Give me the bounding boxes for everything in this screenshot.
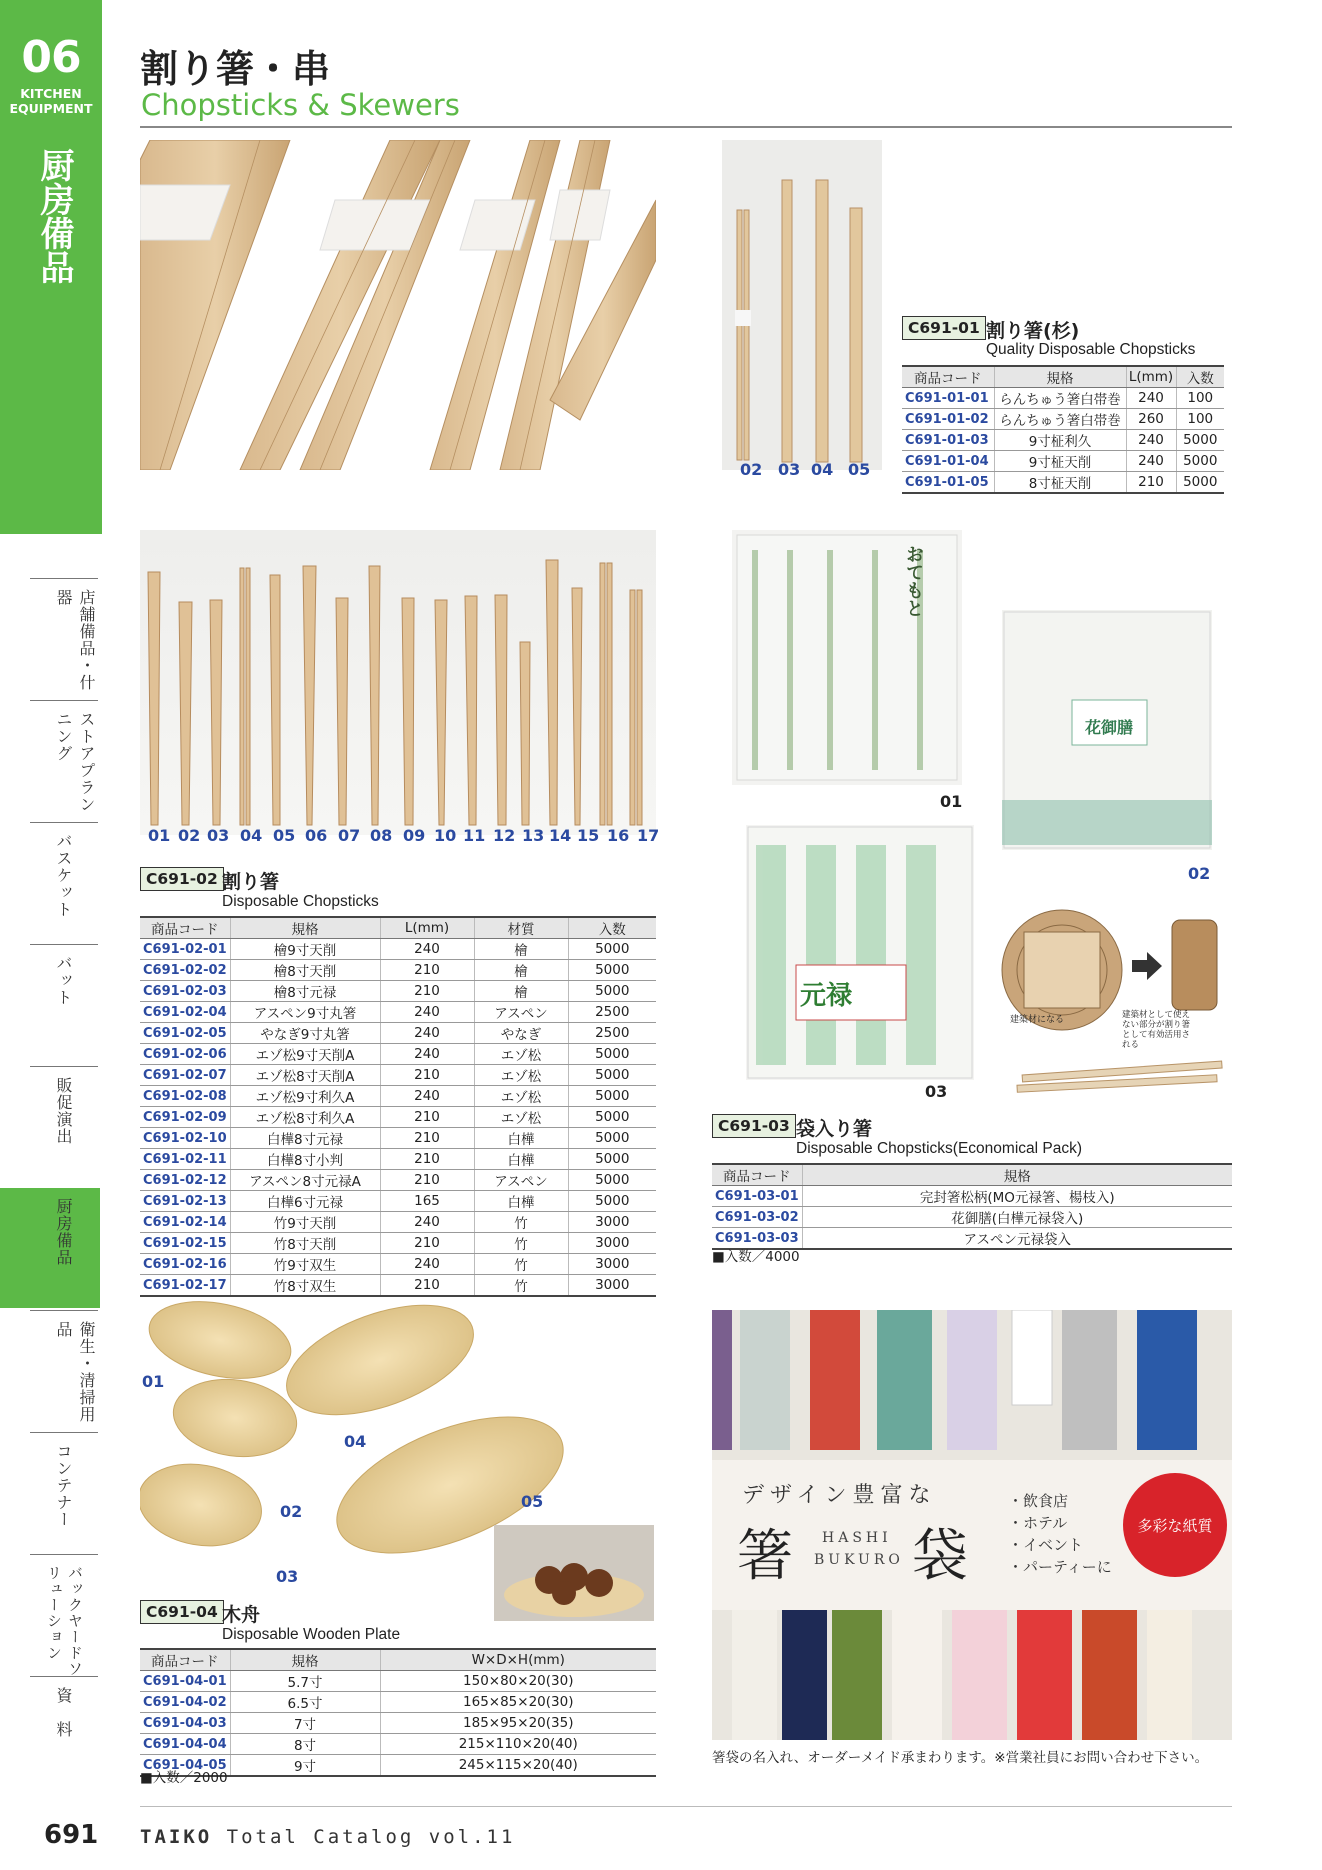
table-row: [140, 1065, 656, 1086]
table-cell: 210: [380, 1128, 474, 1149]
table-cell: 240: [1126, 451, 1176, 472]
table-cell: 5000: [568, 981, 656, 1002]
table-row: [140, 1023, 656, 1044]
page-number: 691: [44, 1820, 99, 1850]
photo-label: 05: [521, 1492, 544, 1511]
photo-label: 12: [493, 826, 516, 845]
table-cell: 240: [380, 1086, 474, 1107]
table-cell: 215×110×20(40): [380, 1734, 656, 1755]
table-cell: 240: [1126, 430, 1176, 451]
section-name-jp: 厨房備品: [34, 148, 74, 284]
table-row: [140, 1734, 656, 1755]
table-cell: 白樺: [474, 1191, 568, 1212]
photo-label: 15: [577, 826, 600, 845]
product-code-cell: C691-02-09: [140, 1107, 230, 1128]
table-cell: 完封箸松柄(MO元禄箸、楊枝入): [802, 1186, 1232, 1207]
product-code-cell: C691-03-02: [712, 1207, 802, 1228]
table-cell: 210: [380, 1170, 474, 1191]
product-name-jp: 袋入り箸: [796, 1118, 873, 1140]
table-body: [902, 388, 1224, 494]
photo-label: 01: [142, 1372, 165, 1391]
table-cell: 竹: [474, 1254, 568, 1275]
spec-table-c691-04: [140, 1648, 656, 1777]
table-row: [140, 939, 656, 960]
chopstick-bundles-illustration: [140, 140, 656, 470]
photo-label: 03: [207, 826, 230, 845]
side-tab-basket[interactable]: バスケット: [30, 822, 98, 943]
product-name-jp: 木舟: [222, 1604, 261, 1626]
product-code-cell: C691-02-11: [140, 1149, 230, 1170]
product-code-cell: C691-02-06: [140, 1044, 230, 1065]
table-cell: 240: [380, 1023, 474, 1044]
table-row: [140, 1107, 656, 1128]
table-row: [712, 1207, 1232, 1228]
table-row: [140, 1233, 656, 1254]
table-cell: 210: [380, 1107, 474, 1128]
table-cell: エゾ松8寸天削A: [230, 1065, 380, 1086]
table-cell: 240: [380, 1254, 474, 1275]
promo-badge: 多彩な紙質: [1137, 1517, 1213, 1535]
table-row: [140, 981, 656, 1002]
product-code-cell: C691-04-03: [140, 1713, 230, 1734]
photo-takoyaki-serving: [494, 1525, 654, 1621]
photo-label: 09: [403, 826, 426, 845]
table-cell: 檜9寸天削: [230, 939, 380, 960]
photo-packed-chopsticks-01: [732, 530, 962, 785]
table-cell: 5000: [568, 1149, 656, 1170]
pack-print-text: 元禄: [800, 981, 853, 1011]
table-cell: 210: [380, 960, 474, 981]
table-row: [140, 1254, 656, 1275]
table-cell: エゾ松: [474, 1044, 568, 1065]
column-header: 商品コード: [140, 1649, 230, 1671]
product-code-cell: C691-02-16: [140, 1254, 230, 1275]
promo-tagline: デザイン豊富な: [742, 1483, 937, 1508]
table-row: [902, 409, 1224, 430]
product-code-cell: C691-04-02: [140, 1692, 230, 1713]
column-header: 商品コード: [712, 1164, 802, 1186]
product-code-cell: C691-02-17: [140, 1275, 230, 1297]
photo-label: 04: [344, 1432, 367, 1451]
table-cell: 檜: [474, 939, 568, 960]
product-code-cell: C691-02-10: [140, 1128, 230, 1149]
product-name-jp: 割り箸: [222, 871, 280, 893]
spec-table-c691-02: [140, 916, 656, 1297]
product-name-jp: 割り箸(杉): [986, 320, 1080, 342]
table-cell: 210: [1126, 472, 1176, 494]
table-cell: 9寸柾天削: [994, 451, 1126, 472]
side-tab-store-fixtures[interactable]: 店舗備品・什器: [30, 578, 98, 699]
column-header: 商品コード: [902, 366, 994, 388]
table-cell: 165×85×20(30): [380, 1692, 656, 1713]
photo-label: 05: [273, 826, 296, 845]
table-cell: 100: [1176, 409, 1224, 430]
photo-label: 14: [549, 826, 572, 845]
quantity-note: ■入数／2000: [140, 1770, 228, 1786]
section-number: 06: [21, 32, 81, 83]
table-row: [140, 1002, 656, 1023]
product-code-cell: C691-04-04: [140, 1734, 230, 1755]
product-code-cell: C691-01-03: [902, 430, 994, 451]
product-code: C691-02: [140, 867, 224, 891]
table-row: [902, 388, 1224, 409]
product-code-cell: C691-04-01: [140, 1671, 230, 1692]
product-code-cell: C691-02-13: [140, 1191, 230, 1212]
photo-label: 01: [148, 826, 171, 845]
photo-label: 08: [370, 826, 393, 845]
product-code-cell: C691-03-03: [712, 1228, 802, 1250]
table-cell: 花御膳(白樺元禄袋入): [802, 1207, 1232, 1228]
promo-bullets: ・飲食店 ・ホテル ・イベント ・パーティーに: [1008, 1492, 1112, 1576]
photo-cedar-chopsticks-variants: [722, 140, 882, 470]
product-code-cell: C691-02-12: [140, 1170, 230, 1191]
product-code-cell: C691-01-04: [902, 451, 994, 472]
photo-label: 02: [280, 1502, 303, 1521]
table-cell: 5.7寸: [230, 1671, 380, 1692]
table-cell: 5000: [568, 960, 656, 981]
table-cell: 9寸柾利久: [994, 430, 1126, 451]
table-cell: エゾ松: [474, 1107, 568, 1128]
table-row: [140, 1086, 656, 1107]
title-divider: [140, 126, 1232, 128]
table-cell: 白樺8寸元禄: [230, 1128, 380, 1149]
table-row: [140, 1212, 656, 1233]
table-cell: 竹8寸天削: [230, 1233, 380, 1254]
promo-romaji: BUKURO: [814, 1552, 904, 1568]
table-cell: 竹8寸双生: [230, 1275, 380, 1297]
product-code-cell: C691-02-08: [140, 1086, 230, 1107]
table-cell: 5000: [1176, 430, 1224, 451]
table-cell: らんちゅう箸白帯巻: [994, 409, 1126, 430]
table-row: [140, 1671, 656, 1692]
photo-label: 02: [740, 460, 763, 479]
photo-disposable-chopsticks: [140, 530, 656, 835]
table-cell: 240: [380, 1212, 474, 1233]
table-cell: 210: [380, 1233, 474, 1254]
table-cell: 5000: [568, 1170, 656, 1191]
column-header: W×D×H(mm): [380, 1649, 656, 1671]
table-cell: 竹: [474, 1233, 568, 1254]
photo-label: 02: [1188, 864, 1211, 883]
photo-label: 01: [940, 792, 963, 811]
quantity-note: ■入数／4000: [712, 1249, 800, 1265]
column-header: 規格: [802, 1164, 1232, 1186]
table-cell: 白樺8寸小判: [230, 1149, 380, 1170]
packed-chopsticks-illustration: [732, 530, 962, 785]
table-cell: 9寸: [230, 1755, 380, 1777]
pack-print-text: 花御膳: [1085, 718, 1134, 737]
table-cell: 3000: [568, 1275, 656, 1297]
table-cell: 竹9寸双生: [230, 1254, 380, 1275]
chopstick-variants-illustration: [722, 140, 882, 470]
table-cell: 檜: [474, 960, 568, 981]
photo-label: 03: [276, 1567, 299, 1586]
photo-label: 04: [240, 826, 263, 845]
product-code-cell: C691-04-05: [140, 1755, 230, 1777]
pack-print-text: おてもと: [903, 545, 924, 617]
table-cell: 150×80×20(30): [380, 1671, 656, 1692]
table-cell: 5000: [568, 1191, 656, 1212]
photo-label: 04: [811, 460, 834, 479]
product-code: C691-01: [902, 316, 986, 340]
product-code-cell: C691-02-02: [140, 960, 230, 981]
table-cell: エゾ松: [474, 1086, 568, 1107]
photo-label: 03: [778, 460, 801, 479]
product-code: C691-03: [712, 1114, 796, 1138]
product-code-cell: C691-02-03: [140, 981, 230, 1002]
product-code-cell: C691-02-14: [140, 1212, 230, 1233]
page-title: 割り箸・串: [140, 47, 331, 91]
table-cell: 7寸: [230, 1713, 380, 1734]
table-row: [712, 1186, 1232, 1207]
table-cell: 210: [380, 1275, 474, 1297]
table-cell: 210: [380, 1065, 474, 1086]
table-row: [140, 1149, 656, 1170]
table-cell: アスペン: [474, 1170, 568, 1191]
table-row: [140, 1170, 656, 1191]
photo-packed-chopsticks-03: [746, 825, 974, 1080]
table-cell: 260: [1126, 409, 1176, 430]
table-cell: やなぎ: [474, 1023, 568, 1044]
table-cell: エゾ松: [474, 1065, 568, 1086]
table-cell: 3000: [568, 1233, 656, 1254]
table-cell: 240: [380, 1002, 474, 1023]
table-cell: やなぎ9寸丸箸: [230, 1023, 380, 1044]
table-cell: 白樺: [474, 1128, 568, 1149]
photo-label: 17: [637, 826, 660, 845]
table-cell: 5000: [1176, 472, 1224, 494]
product-code-cell: C691-02-07: [140, 1065, 230, 1086]
side-tab-tray[interactable]: バット: [30, 944, 98, 1065]
table-row: [140, 1275, 656, 1297]
product-code-cell: C691-01-01: [902, 388, 994, 409]
product-code-cell: C691-02-15: [140, 1233, 230, 1254]
table-body: [712, 1186, 1232, 1250]
diagram-caption: 建築材になる: [1010, 1015, 1065, 1025]
promo-title-left: 箸: [737, 1524, 793, 1589]
table-row: [140, 1191, 656, 1212]
diagram-caption: 建築材として使えない部分が割り箸として有効活用される: [1122, 1010, 1191, 1050]
table-cell: 5000: [568, 1065, 656, 1086]
photo-label: 13: [522, 826, 545, 845]
table-cell: 210: [380, 1149, 474, 1170]
side-tab-backyard[interactable]: バックヤードソリューション: [30, 1554, 98, 1675]
photo-label: 07: [338, 826, 361, 845]
table-cell: アスペン9寸丸箸: [230, 1002, 380, 1023]
table-cell: エゾ松9寸天削A: [230, 1044, 380, 1065]
chopstick-lineup-illustration: [140, 530, 656, 835]
table-body: [140, 1671, 656, 1777]
table-row: [140, 1128, 656, 1149]
table-cell: 100: [1176, 388, 1224, 409]
table-cell: 竹: [474, 1212, 568, 1233]
table-row: [902, 430, 1224, 451]
side-tab-promotion[interactable]: 販促演出: [30, 1066, 98, 1187]
table-cell: アスペン元禄袋入: [802, 1228, 1232, 1250]
product-code-cell: C691-02-01: [140, 939, 230, 960]
table-cell: 3000: [568, 1212, 656, 1233]
photo-label: 11: [463, 826, 486, 845]
promo-banner-hashibukuro: [712, 1310, 1232, 1740]
table-row: [902, 472, 1224, 494]
photo-label: 05: [848, 460, 871, 479]
side-tab-sanitation[interactable]: 衛生・清掃用品: [30, 1310, 98, 1431]
table-cell: 5000: [568, 1044, 656, 1065]
photo-cedar-chopsticks: [140, 140, 656, 470]
table-cell: 185×95×20(35): [380, 1713, 656, 1734]
table-body: [140, 939, 656, 1297]
table-cell: エゾ松9寸利久A: [230, 1086, 380, 1107]
table-row: [140, 960, 656, 981]
column-header: 商品コード: [140, 917, 230, 939]
table-cell: 5000: [568, 939, 656, 960]
takoyaki-illustration: [494, 1525, 654, 1621]
footer-divider: [140, 1806, 1232, 1807]
product-code: C691-04: [140, 1600, 224, 1624]
column-header: 入数: [568, 917, 656, 939]
table-cell: 白樺6寸元禄: [230, 1191, 380, 1212]
table-row: [140, 1713, 656, 1734]
wood-usage-diagram: [992, 900, 1232, 1100]
table-cell: 5000: [568, 1107, 656, 1128]
product-name-en: Disposable Chopsticks: [222, 893, 379, 910]
table-cell: 檜8寸天削: [230, 960, 380, 981]
page-subtitle: Chopsticks & Skewers: [141, 88, 460, 122]
table-cell: 8寸: [230, 1734, 380, 1755]
table-cell: 2500: [568, 1023, 656, 1044]
spec-table-c691-03: [712, 1163, 1232, 1250]
table-row: [902, 451, 1224, 472]
column-header: 規格: [230, 1649, 380, 1671]
table-cell: アスペン8寸元禄A: [230, 1170, 380, 1191]
side-tab-reference[interactable]: 資 料: [30, 1676, 98, 1787]
photo-label: 10: [434, 826, 457, 845]
table-cell: 240: [380, 1044, 474, 1065]
table-cell: 240: [1126, 388, 1176, 409]
log-cutting-illustration: [992, 900, 1232, 1100]
table-cell: 2500: [568, 1002, 656, 1023]
footer-brand: TAIKO Total Catalog vol.11: [140, 1826, 516, 1848]
table-cell: 3000: [568, 1254, 656, 1275]
product-name-en: Disposable Chopsticks(Economical Pack): [796, 1140, 1083, 1157]
product-name-en: Disposable Wooden Plate: [222, 1626, 401, 1643]
promo-romaji: HASHI: [822, 1530, 892, 1546]
side-tab-kitchen-equipment[interactable]: 厨房備品: [0, 1188, 100, 1308]
column-header: L(mm): [380, 917, 474, 939]
side-tab-container[interactable]: コンテナー: [30, 1432, 98, 1553]
table-cell: 210: [380, 981, 474, 1002]
table-cell: 5000: [1176, 451, 1224, 472]
product-code-cell: C691-01-02: [902, 409, 994, 430]
photo-label: 06: [305, 826, 328, 845]
promo-caption: 箸袋の名入れ、オーダーメイド承まわります。※営業社員にお問い合わせ下さい。: [712, 1750, 1209, 1766]
column-header: L(mm): [1126, 366, 1176, 388]
product-name-en: Quality Disposable Chopsticks: [986, 341, 1196, 358]
table-cell: 白樺: [474, 1149, 568, 1170]
photo-label: 02: [178, 826, 201, 845]
product-code-cell: C691-02-05: [140, 1023, 230, 1044]
table-cell: 6.5寸: [230, 1692, 380, 1713]
column-header: 入数: [1176, 366, 1224, 388]
spec-table-c691-01: [902, 365, 1224, 494]
side-tab-store-planning[interactable]: ストアプランニング: [30, 700, 98, 821]
table-cell: らんちゅう箸白帯巻: [994, 388, 1126, 409]
column-header: 材質: [474, 917, 568, 939]
section-tab-header: [0, 0, 102, 534]
table-cell: 5000: [568, 1086, 656, 1107]
product-code-cell: C691-02-04: [140, 1002, 230, 1023]
table-cell: 竹: [474, 1275, 568, 1297]
table-cell: アスペン: [474, 1002, 568, 1023]
column-header: 規格: [230, 917, 380, 939]
photo-label: 16: [607, 826, 630, 845]
table-cell: 檜8寸元禄: [230, 981, 380, 1002]
table-cell: エゾ松8寸利久A: [230, 1107, 380, 1128]
table-cell: 245×115×20(40): [380, 1755, 656, 1777]
table-row: [140, 1044, 656, 1065]
column-header: 規格: [994, 366, 1126, 388]
table-cell: 240: [380, 939, 474, 960]
photo-label: 03: [925, 1082, 948, 1101]
table-cell: 檜: [474, 981, 568, 1002]
table-row: [140, 1692, 656, 1713]
section-name-en: KITCHEN EQUIPMENT: [9, 86, 93, 116]
table-cell: 165: [380, 1191, 474, 1212]
table-cell: 5000: [568, 1128, 656, 1149]
table-cell: 8寸柾天削: [994, 472, 1126, 494]
product-code-cell: C691-03-01: [712, 1186, 802, 1207]
genroku-pack-illustration: [746, 825, 974, 1080]
product-code-cell: C691-01-05: [902, 472, 994, 494]
table-cell: 竹9寸天削: [230, 1212, 380, 1233]
promo-title-right: 袋: [912, 1524, 968, 1589]
